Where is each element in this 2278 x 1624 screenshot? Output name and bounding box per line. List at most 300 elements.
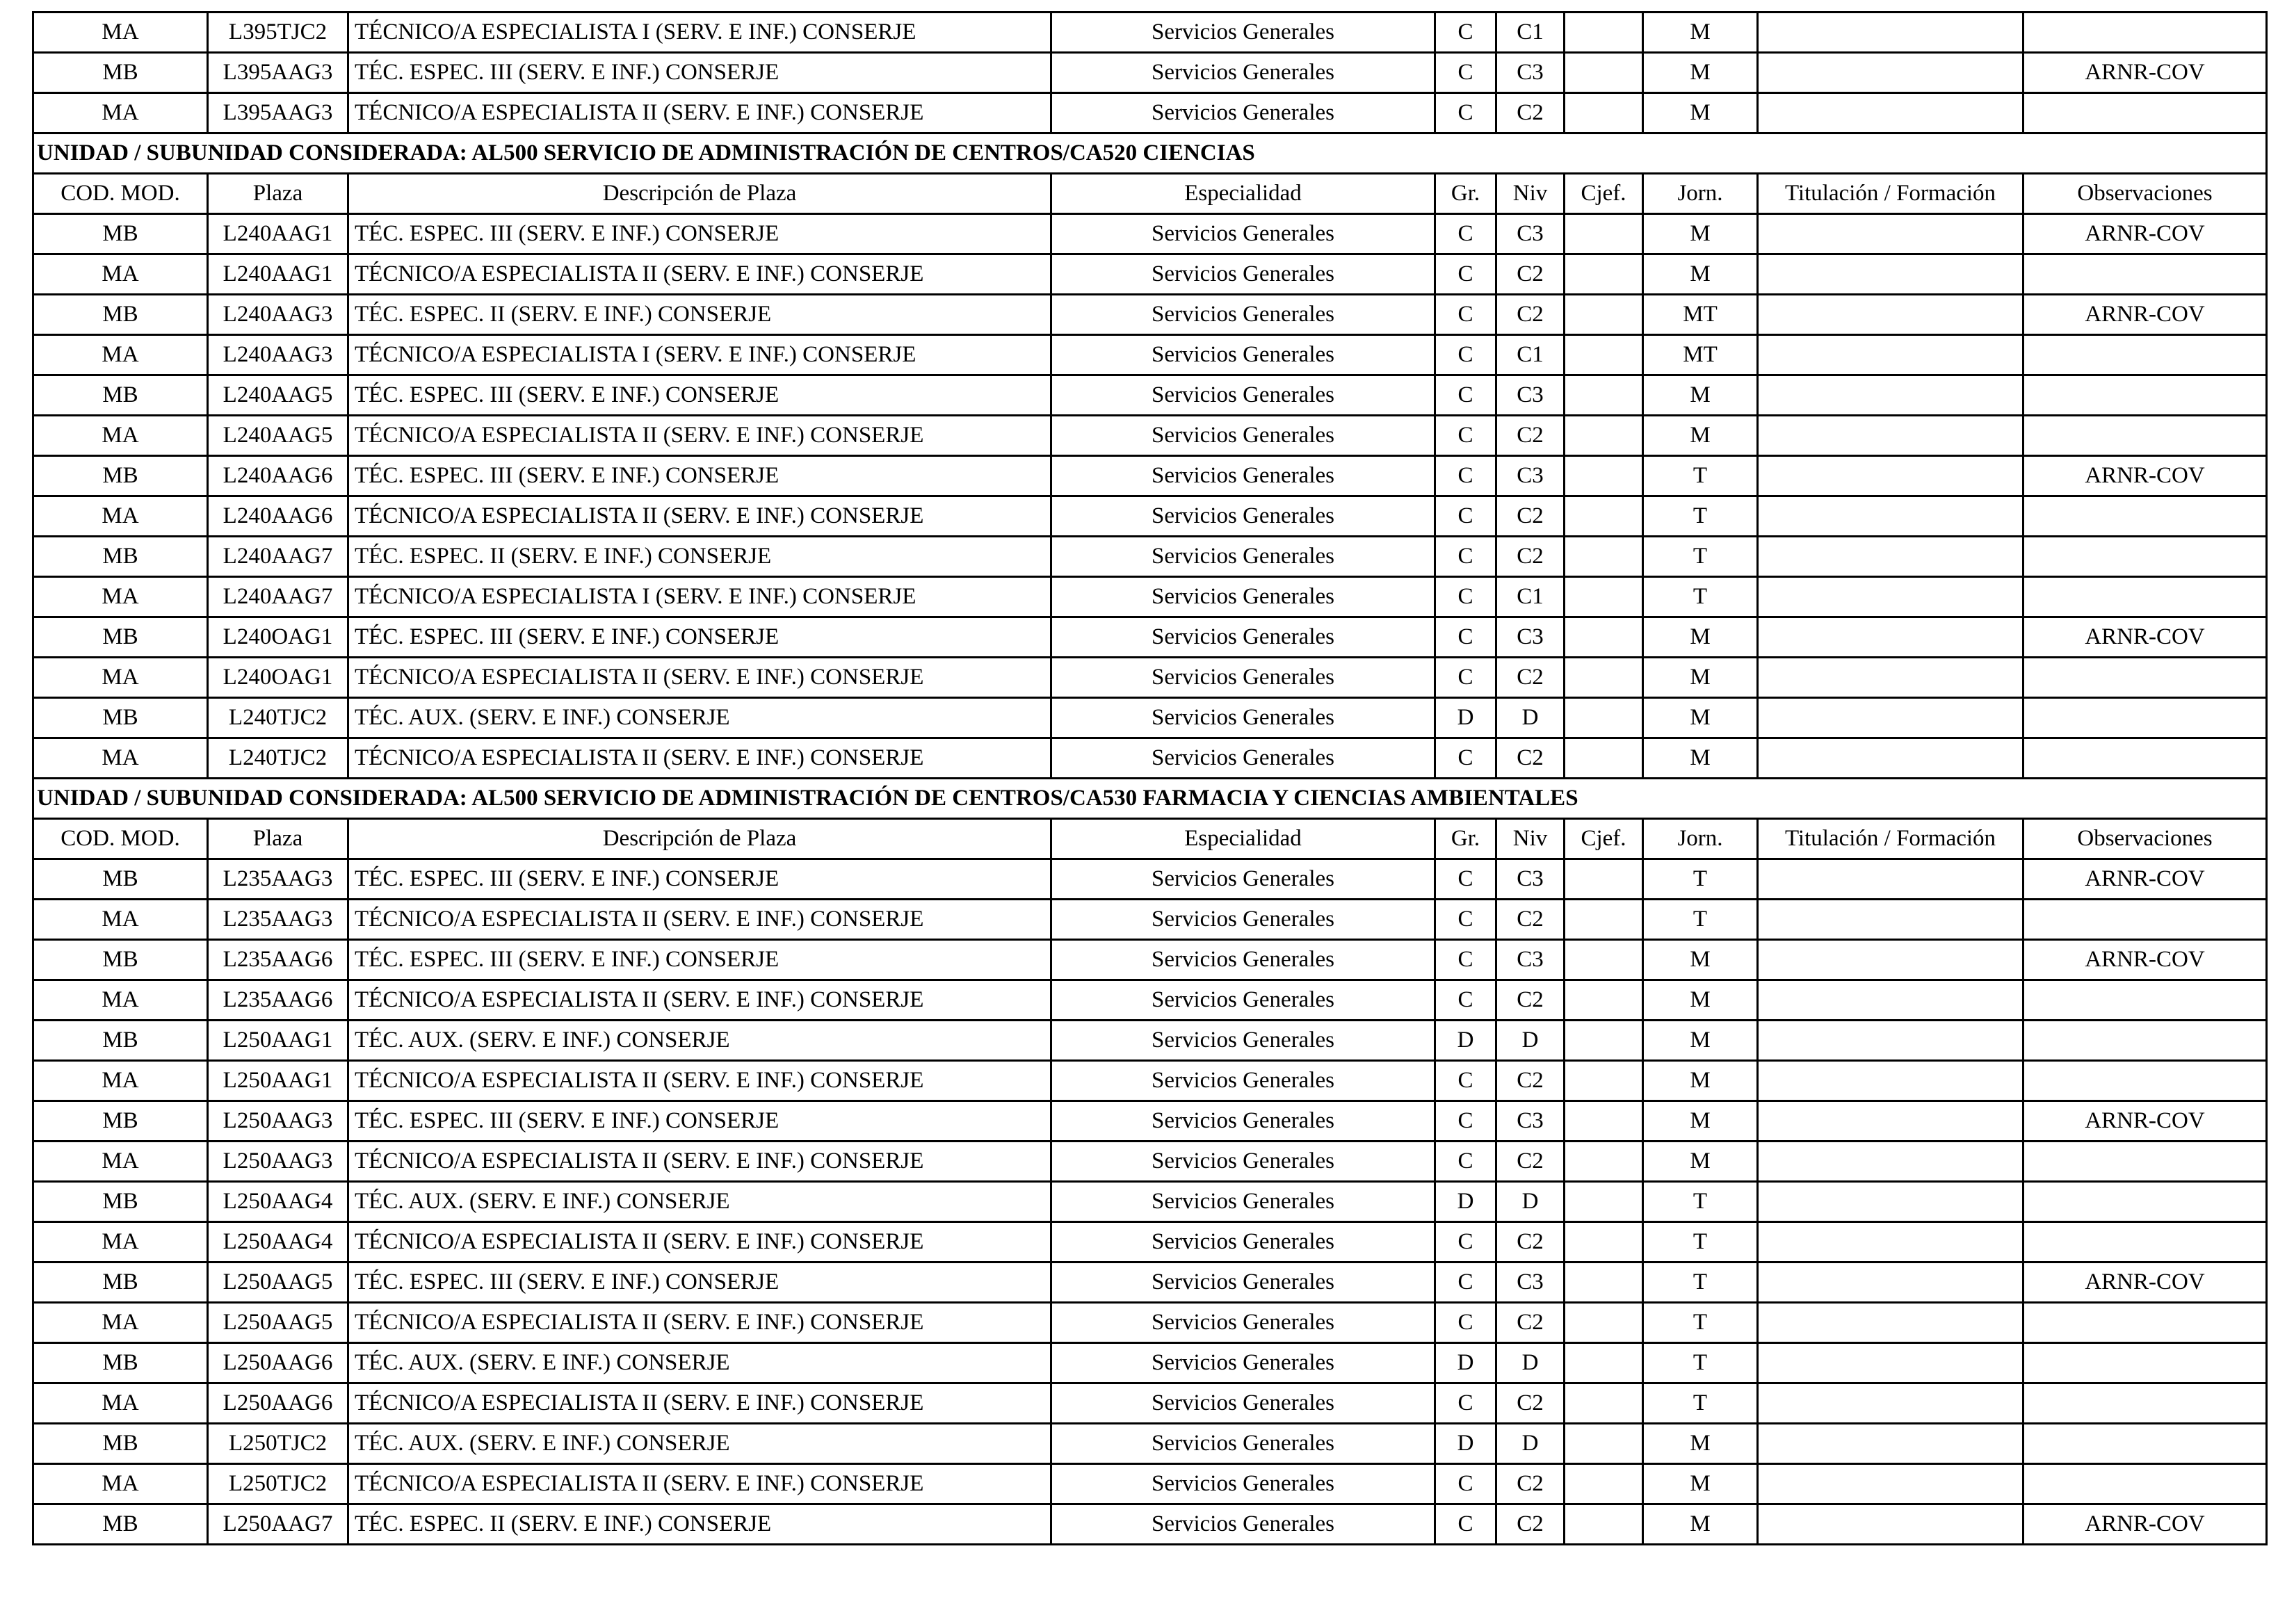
nivel-cell: C3 <box>1496 214 1565 254</box>
plaza-cell: L250AAG7 <box>208 1504 348 1545</box>
descripcion-cell: TÉC. ESPEC. III (SERV. E INF.) CONSERJE <box>348 214 1051 254</box>
cjef-cell <box>1565 537 1643 577</box>
descripcion-cell: TÉCNICO/A ESPECIALISTA II (SERV. E INF.) CONSERJE <box>348 496 1051 537</box>
jornada-cell: M <box>1643 1101 1758 1142</box>
plaza-cell: L240AAG6 <box>208 496 348 537</box>
especialidad-cell: Servicios Generales <box>1051 1383 1435 1424</box>
table-row <box>33 1504 2267 1545</box>
jornada-cell: T <box>1643 1262 1758 1303</box>
observaciones-cell <box>2023 416 2267 456</box>
especialidad-cell: Servicios Generales <box>1051 1021 1435 1061</box>
nivel-cell: C2 <box>1496 496 1565 537</box>
cod-mod-cell: MA <box>33 416 208 456</box>
plaza-cell: L240AAG6 <box>208 456 348 496</box>
titulacion-cell <box>1758 1424 2023 1464</box>
table-row <box>33 13 2267 53</box>
grupo-cell: C <box>1435 617 1496 658</box>
column-header-row <box>33 174 2267 214</box>
column-header-desc: Descripción de Plaza <box>348 819 1051 859</box>
grupo-cell: C <box>1435 738 1496 779</box>
jornada-cell: M <box>1643 1142 1758 1182</box>
table-row <box>33 1182 2267 1222</box>
column-header-gr: Gr. <box>1435 174 1496 214</box>
cjef-cell <box>1565 698 1643 738</box>
cjef-cell <box>1565 577 1643 617</box>
plaza-cell: L235AAG3 <box>208 900 348 940</box>
especialidad-cell: Servicios Generales <box>1051 53 1435 93</box>
plaza-cell: L250AAG6 <box>208 1343 348 1383</box>
table-row <box>33 1424 2267 1464</box>
observaciones-cell <box>2023 496 2267 537</box>
observaciones-cell <box>2023 1021 2267 1061</box>
plazas-table <box>32 11 2268 1545</box>
grupo-cell: C <box>1435 1061 1496 1101</box>
grupo-cell: D <box>1435 1182 1496 1222</box>
table-row <box>33 254 2267 295</box>
especialidad-cell: Servicios Generales <box>1051 1464 1435 1504</box>
cod-mod-cell: MB <box>33 698 208 738</box>
grupo-cell: C <box>1435 214 1496 254</box>
nivel-cell: C2 <box>1496 1383 1565 1424</box>
titulacion-cell <box>1758 416 2023 456</box>
unit-section-heading-row <box>33 133 2267 174</box>
titulacion-cell <box>1758 1383 2023 1424</box>
grupo-cell: C <box>1435 1262 1496 1303</box>
cjef-cell <box>1565 416 1643 456</box>
table-row <box>33 537 2267 577</box>
table-row <box>33 53 2267 93</box>
especialidad-cell: Servicios Generales <box>1051 859 1435 900</box>
descripcion-cell: TÉC. ESPEC. III (SERV. E INF.) CONSERJE <box>348 1262 1051 1303</box>
cjef-cell <box>1565 738 1643 779</box>
grupo-cell: C <box>1435 537 1496 577</box>
jornada-cell: T <box>1643 900 1758 940</box>
table-row <box>33 1303 2267 1343</box>
cod-mod-cell: MB <box>33 859 208 900</box>
observaciones-cell: ARNR-COV <box>2023 214 2267 254</box>
cjef-cell <box>1565 1222 1643 1262</box>
descripcion-cell: TÉC. ESPEC. II (SERV. E INF.) CONSERJE <box>348 295 1051 335</box>
nivel-cell: C3 <box>1496 859 1565 900</box>
observaciones-cell: ARNR-COV <box>2023 859 2267 900</box>
table-row <box>33 1142 2267 1182</box>
titulacion-cell <box>1758 335 2023 375</box>
cod-mod-cell: MA <box>33 1061 208 1101</box>
grupo-cell: C <box>1435 859 1496 900</box>
especialidad-cell: Servicios Generales <box>1051 375 1435 416</box>
plaza-cell: L235AAG3 <box>208 859 348 900</box>
table-row <box>33 738 2267 779</box>
column-header-jorn: Jorn. <box>1643 819 1758 859</box>
table-row <box>33 1464 2267 1504</box>
grupo-cell: C <box>1435 1303 1496 1343</box>
jornada-cell: T <box>1643 1182 1758 1222</box>
especialidad-cell: Servicios Generales <box>1051 577 1435 617</box>
observaciones-cell <box>2023 738 2267 779</box>
cjef-cell <box>1565 496 1643 537</box>
titulacion-cell <box>1758 1222 2023 1262</box>
table-row <box>33 456 2267 496</box>
jornada-cell: M <box>1643 254 1758 295</box>
cod-mod-cell: MA <box>33 738 208 779</box>
observaciones-cell <box>2023 13 2267 53</box>
titulacion-cell <box>1758 295 2023 335</box>
jornada-cell: M <box>1643 1424 1758 1464</box>
grupo-cell: D <box>1435 1021 1496 1061</box>
observaciones-cell <box>2023 900 2267 940</box>
grupo-cell: C <box>1435 1142 1496 1182</box>
descripcion-cell: TÉCNICO/A ESPECIALISTA II (SERV. E INF.) CONSERJE <box>348 416 1051 456</box>
plaza-cell: L240AAG1 <box>208 214 348 254</box>
titulacion-cell <box>1758 859 2023 900</box>
especialidad-cell: Servicios Generales <box>1051 1142 1435 1182</box>
titulacion-cell <box>1758 1061 2023 1101</box>
plaza-cell: L240AAG3 <box>208 335 348 375</box>
cjef-cell <box>1565 295 1643 335</box>
especialidad-cell: Servicios Generales <box>1051 1343 1435 1383</box>
cod-mod-cell: MB <box>33 617 208 658</box>
column-header-cjef: Cjef. <box>1565 819 1643 859</box>
titulacion-cell <box>1758 93 2023 133</box>
titulacion-cell <box>1758 1021 2023 1061</box>
descripcion-cell: TÉC. AUX. (SERV. E INF.) CONSERJE <box>348 1021 1051 1061</box>
descripcion-cell: TÉC. ESPEC. III (SERV. E INF.) CONSERJE <box>348 375 1051 416</box>
plaza-cell: L250AAG5 <box>208 1262 348 1303</box>
grupo-cell: C <box>1435 1464 1496 1504</box>
cod-mod-cell: MA <box>33 93 208 133</box>
table-row <box>33 1061 2267 1101</box>
observaciones-cell <box>2023 537 2267 577</box>
nivel-cell: C3 <box>1496 1101 1565 1142</box>
column-header-row <box>33 819 2267 859</box>
nivel-cell: C2 <box>1496 1464 1565 1504</box>
nivel-cell: D <box>1496 1021 1565 1061</box>
plaza-cell: L240TJC2 <box>208 738 348 779</box>
titulacion-cell <box>1758 617 2023 658</box>
cod-mod-cell: MB <box>33 53 208 93</box>
jornada-cell: M <box>1643 1021 1758 1061</box>
cod-mod-cell: MA <box>33 1464 208 1504</box>
especialidad-cell: Servicios Generales <box>1051 738 1435 779</box>
plaza-cell: L250AAG3 <box>208 1142 348 1182</box>
especialidad-cell: Servicios Generales <box>1051 335 1435 375</box>
nivel-cell: C3 <box>1496 375 1565 416</box>
observaciones-cell <box>2023 1464 2267 1504</box>
cjef-cell <box>1565 53 1643 93</box>
especialidad-cell: Servicios Generales <box>1051 496 1435 537</box>
cod-mod-cell: MA <box>33 1222 208 1262</box>
cjef-cell <box>1565 1262 1643 1303</box>
cjef-cell <box>1565 1182 1643 1222</box>
jornada-cell: MT <box>1643 295 1758 335</box>
nivel-cell: C2 <box>1496 416 1565 456</box>
jornada-cell: M <box>1643 980 1758 1021</box>
jornada-cell: M <box>1643 1061 1758 1101</box>
plaza-cell: L395TJC2 <box>208 13 348 53</box>
descripcion-cell: TÉC. ESPEC. II (SERV. E INF.) CONSERJE <box>348 537 1051 577</box>
grupo-cell: D <box>1435 1343 1496 1383</box>
especialidad-cell: Servicios Generales <box>1051 537 1435 577</box>
plaza-cell: L235AAG6 <box>208 940 348 980</box>
plaza-cell: L240AAG7 <box>208 537 348 577</box>
titulacion-cell <box>1758 738 2023 779</box>
plaza-cell: L250AAG1 <box>208 1021 348 1061</box>
jornada-cell: M <box>1643 93 1758 133</box>
titulacion-cell <box>1758 1101 2023 1142</box>
grupo-cell: C <box>1435 1101 1496 1142</box>
cjef-cell <box>1565 1101 1643 1142</box>
table-row <box>33 617 2267 658</box>
plaza-cell: L250AAG4 <box>208 1182 348 1222</box>
column-header-niv: Niv <box>1496 174 1565 214</box>
cjef-cell <box>1565 617 1643 658</box>
descripcion-cell: TÉC. AUX. (SERV. E INF.) CONSERJE <box>348 1182 1051 1222</box>
table-row <box>33 1101 2267 1142</box>
observaciones-cell <box>2023 577 2267 617</box>
nivel-cell: C2 <box>1496 537 1565 577</box>
jornada-cell: M <box>1643 416 1758 456</box>
descripcion-cell: TÉCNICO/A ESPECIALISTA II (SERV. E INF.) CONSERJE <box>348 1061 1051 1101</box>
nivel-cell: D <box>1496 698 1565 738</box>
jornada-cell: M <box>1643 617 1758 658</box>
column-header-esp: Especialidad <box>1051 819 1435 859</box>
nivel-cell: C3 <box>1496 617 1565 658</box>
table-row <box>33 900 2267 940</box>
nivel-cell: C1 <box>1496 13 1565 53</box>
jornada-cell: M <box>1643 698 1758 738</box>
grupo-cell: C <box>1435 980 1496 1021</box>
titulacion-cell <box>1758 1464 2023 1504</box>
cod-mod-cell: MB <box>33 375 208 416</box>
column-header-plaza: Plaza <box>208 819 348 859</box>
observaciones-cell <box>2023 1142 2267 1182</box>
cjef-cell <box>1565 335 1643 375</box>
descripcion-cell: TÉC. AUX. (SERV. E INF.) CONSERJE <box>348 698 1051 738</box>
descripcion-cell: TÉCNICO/A ESPECIALISTA II (SERV. E INF.) CONSERJE <box>348 1383 1051 1424</box>
titulacion-cell <box>1758 1303 2023 1343</box>
plaza-cell: L250AAG4 <box>208 1222 348 1262</box>
observaciones-cell <box>2023 1424 2267 1464</box>
table-row <box>33 1343 2267 1383</box>
jornada-cell: T <box>1643 1383 1758 1424</box>
cjef-cell <box>1565 1061 1643 1101</box>
jornada-cell: T <box>1643 859 1758 900</box>
table-body <box>33 13 2267 1545</box>
observaciones-cell <box>2023 1222 2267 1262</box>
nivel-cell: C2 <box>1496 738 1565 779</box>
observaciones-cell: ARNR-COV <box>2023 1504 2267 1545</box>
titulacion-cell <box>1758 537 2023 577</box>
plaza-cell: L240AAG5 <box>208 416 348 456</box>
descripcion-cell: TÉC. AUX. (SERV. E INF.) CONSERJE <box>348 1343 1051 1383</box>
descripcion-cell: TÉCNICO/A ESPECIALISTA II (SERV. E INF.) CONSERJE <box>348 980 1051 1021</box>
table-row <box>33 658 2267 698</box>
observaciones-cell: ARNR-COV <box>2023 940 2267 980</box>
jornada-cell: T <box>1643 577 1758 617</box>
titulacion-cell <box>1758 980 2023 1021</box>
titulacion-cell <box>1758 698 2023 738</box>
column-header-gr: Gr. <box>1435 819 1496 859</box>
cod-mod-cell: MA <box>33 1383 208 1424</box>
especialidad-cell: Servicios Generales <box>1051 1303 1435 1343</box>
observaciones-cell <box>2023 93 2267 133</box>
cjef-cell <box>1565 1383 1643 1424</box>
plaza-cell: L240AAG1 <box>208 254 348 295</box>
grupo-cell: C <box>1435 13 1496 53</box>
observaciones-cell: ARNR-COV <box>2023 617 2267 658</box>
cjef-cell <box>1565 900 1643 940</box>
plaza-cell: L240OAG1 <box>208 617 348 658</box>
grupo-cell: C <box>1435 375 1496 416</box>
jornada-cell: M <box>1643 1504 1758 1545</box>
plaza-cell: L240OAG1 <box>208 658 348 698</box>
cod-mod-cell: MA <box>33 1303 208 1343</box>
especialidad-cell: Servicios Generales <box>1051 1262 1435 1303</box>
plaza-cell: L395AAG3 <box>208 53 348 93</box>
cod-mod-cell: MB <box>33 456 208 496</box>
column-header-niv: Niv <box>1496 819 1565 859</box>
grupo-cell: C <box>1435 295 1496 335</box>
jornada-cell: M <box>1643 738 1758 779</box>
plaza-cell: L250AAG5 <box>208 1303 348 1343</box>
cjef-cell <box>1565 1021 1643 1061</box>
observaciones-cell <box>2023 698 2267 738</box>
cod-mod-cell: MB <box>33 940 208 980</box>
descripcion-cell: TÉCNICO/A ESPECIALISTA II (SERV. E INF.) CONSERJE <box>348 1222 1051 1262</box>
unit-section-title: UNIDAD / SUBUNIDAD CONSIDERADA: AL500 SERVICIO DE ADMINISTRACIÓN DE CENTROS/CA530 FARMACIA Y CIENCIAS AMBIENTALES <box>33 779 2267 819</box>
titulacion-cell <box>1758 577 2023 617</box>
observaciones-cell <box>2023 980 2267 1021</box>
grupo-cell: C <box>1435 1222 1496 1262</box>
cjef-cell <box>1565 1142 1643 1182</box>
observaciones-cell <box>2023 1383 2267 1424</box>
jornada-cell: M <box>1643 214 1758 254</box>
table-row <box>33 375 2267 416</box>
plaza-cell: L240AAG3 <box>208 295 348 335</box>
cjef-cell <box>1565 214 1643 254</box>
grupo-cell: C <box>1435 1504 1496 1545</box>
grupo-cell: C <box>1435 456 1496 496</box>
especialidad-cell: Servicios Generales <box>1051 1061 1435 1101</box>
table-row <box>33 940 2267 980</box>
especialidad-cell: Servicios Generales <box>1051 980 1435 1021</box>
nivel-cell: C2 <box>1496 1504 1565 1545</box>
nivel-cell: C2 <box>1496 1222 1565 1262</box>
plaza-cell: L250AAG3 <box>208 1101 348 1142</box>
observaciones-cell <box>2023 1061 2267 1101</box>
plaza-cell: L250TJC2 <box>208 1464 348 1504</box>
especialidad-cell: Servicios Generales <box>1051 214 1435 254</box>
grupo-cell: C <box>1435 254 1496 295</box>
grupo-cell: C <box>1435 577 1496 617</box>
cod-mod-cell: MB <box>33 1343 208 1383</box>
jornada-cell: M <box>1643 1464 1758 1504</box>
nivel-cell: C1 <box>1496 577 1565 617</box>
descripcion-cell: TÉCNICO/A ESPECIALISTA II (SERV. E INF.) CONSERJE <box>348 900 1051 940</box>
cod-mod-cell: MA <box>33 900 208 940</box>
cjef-cell <box>1565 980 1643 1021</box>
jornada-cell: T <box>1643 1303 1758 1343</box>
grupo-cell: C <box>1435 900 1496 940</box>
descripcion-cell: TÉC. ESPEC. III (SERV. E INF.) CONSERJE <box>348 859 1051 900</box>
nivel-cell: C2 <box>1496 295 1565 335</box>
especialidad-cell: Servicios Generales <box>1051 1504 1435 1545</box>
especialidad-cell: Servicios Generales <box>1051 1101 1435 1142</box>
titulacion-cell <box>1758 254 2023 295</box>
cod-mod-cell: MB <box>33 1424 208 1464</box>
cod-mod-cell: MA <box>33 577 208 617</box>
jornada-cell: T <box>1643 496 1758 537</box>
descripcion-cell: TÉC. AUX. (SERV. E INF.) CONSERJE <box>348 1424 1051 1464</box>
descripcion-cell: TÉCNICO/A ESPECIALISTA I (SERV. E INF.) CONSERJE <box>348 13 1051 53</box>
titulacion-cell <box>1758 13 2023 53</box>
cod-mod-cell: MA <box>33 496 208 537</box>
observaciones-cell <box>2023 658 2267 698</box>
grupo-cell: C <box>1435 93 1496 133</box>
especialidad-cell: Servicios Generales <box>1051 93 1435 133</box>
cjef-cell <box>1565 1424 1643 1464</box>
observaciones-cell <box>2023 335 2267 375</box>
nivel-cell: C2 <box>1496 658 1565 698</box>
especialidad-cell: Servicios Generales <box>1051 254 1435 295</box>
table-row <box>33 93 2267 133</box>
table-row <box>33 859 2267 900</box>
observaciones-cell <box>2023 1182 2267 1222</box>
especialidad-cell: Servicios Generales <box>1051 617 1435 658</box>
nivel-cell: C3 <box>1496 456 1565 496</box>
titulacion-cell <box>1758 900 2023 940</box>
descripcion-cell: TÉCNICO/A ESPECIALISTA I (SERV. E INF.) CONSERJE <box>348 577 1051 617</box>
descripcion-cell: TÉC. ESPEC. III (SERV. E INF.) CONSERJE <box>348 1101 1051 1142</box>
cjef-cell <box>1565 940 1643 980</box>
column-header-cod: COD. MOD. <box>33 174 208 214</box>
nivel-cell: C3 <box>1496 53 1565 93</box>
jornada-cell: T <box>1643 537 1758 577</box>
grupo-cell: D <box>1435 698 1496 738</box>
cod-mod-cell: MB <box>33 214 208 254</box>
cjef-cell <box>1565 1303 1643 1343</box>
grupo-cell: C <box>1435 335 1496 375</box>
grupo-cell: C <box>1435 416 1496 456</box>
descripcion-cell: TÉC. ESPEC. III (SERV. E INF.) CONSERJE <box>348 617 1051 658</box>
titulacion-cell <box>1758 1343 2023 1383</box>
descripcion-cell: TÉC. ESPEC. II (SERV. E INF.) CONSERJE <box>348 1504 1051 1545</box>
plaza-cell: L240TJC2 <box>208 698 348 738</box>
jornada-cell: T <box>1643 1343 1758 1383</box>
nivel-cell: C2 <box>1496 1303 1565 1343</box>
grupo-cell: D <box>1435 1424 1496 1464</box>
table-row <box>33 980 2267 1021</box>
descripcion-cell: TÉC. ESPEC. III (SERV. E INF.) CONSERJE <box>348 940 1051 980</box>
table-row <box>33 496 2267 537</box>
descripcion-cell: TÉCNICO/A ESPECIALISTA II (SERV. E INF.) CONSERJE <box>348 658 1051 698</box>
table-row <box>33 698 2267 738</box>
especialidad-cell: Servicios Generales <box>1051 13 1435 53</box>
cod-mod-cell: MB <box>33 1182 208 1222</box>
descripcion-cell: TÉCNICO/A ESPECIALISTA I (SERV. E INF.) CONSERJE <box>348 335 1051 375</box>
plaza-cell: L240AAG7 <box>208 577 348 617</box>
column-header-jorn: Jorn. <box>1643 174 1758 214</box>
titulacion-cell <box>1758 456 2023 496</box>
nivel-cell: C2 <box>1496 900 1565 940</box>
especialidad-cell: Servicios Generales <box>1051 456 1435 496</box>
cod-mod-cell: MB <box>33 1262 208 1303</box>
column-header-cjef: Cjef. <box>1565 174 1643 214</box>
jornada-cell: M <box>1643 940 1758 980</box>
plaza-cell: L250AAG1 <box>208 1061 348 1101</box>
observaciones-cell <box>2023 254 2267 295</box>
column-header-tit: Titulación / Formación <box>1758 174 2023 214</box>
